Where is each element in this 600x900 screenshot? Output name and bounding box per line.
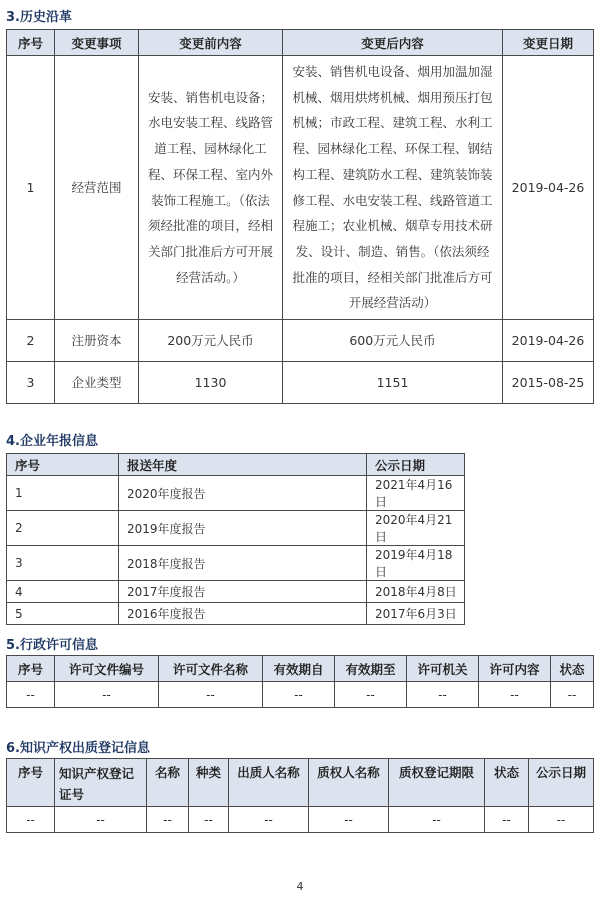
history-table — [6, 29, 594, 404]
history-row-after: 600万元人民币 — [283, 320, 503, 362]
license-header-status: 状态 — [551, 656, 594, 682]
annual-row — [7, 511, 465, 546]
ip-header-pledgor: 出质人名称 — [229, 759, 309, 807]
history-row-date: 2019-04-26 — [503, 320, 594, 362]
ip-pledge-table — [6, 758, 594, 833]
annual-header-year: 报送年度 — [119, 454, 367, 476]
history-row-before: 1130 — [139, 362, 283, 404]
text-line: 道工程、园林绿化工 — [154, 141, 267, 157]
text-line: 发、设计、制造、销售。（依法须经 — [295, 243, 490, 259]
ip-header-type: 种类 — [189, 759, 229, 807]
annual-header-no: 序号 — [7, 454, 119, 476]
ip-cell: -- — [485, 807, 529, 833]
history-header-date: 变更日期 — [503, 30, 594, 56]
text-line: 程施工；农业机械、烟草专用技术研 — [292, 218, 493, 234]
ip-header-cert-number: 知识产权登记证号 — [55, 759, 147, 807]
ip-header-date: 公示日期 — [529, 759, 594, 807]
history-header-after: 变更后内容 — [283, 30, 503, 56]
ip-cell: -- — [229, 807, 309, 833]
history-row-date: 2015-08-25 — [503, 362, 594, 404]
license-header-valid-to: 有效期至 — [335, 656, 407, 682]
text-line: 程、环保工程、室内外 — [147, 166, 273, 182]
annual-row-no: 3 — [7, 546, 119, 581]
annual-header-date: 公示日期 — [367, 454, 465, 476]
ip-cell: -- — [389, 807, 485, 833]
history-row-date: 2019-04-26 — [503, 56, 594, 320]
annual-section-title: 4.企业年报信息 — [6, 434, 98, 449]
license-cell: -- — [551, 682, 594, 708]
license-header-content: 许可内容 — [479, 656, 551, 682]
ip-cell: -- — [55, 807, 147, 833]
annual-row-year: 2017年度报告 — [119, 581, 367, 603]
annual-row-year: 2020年度报告 — [119, 476, 367, 511]
ip-cell: -- — [309, 807, 389, 833]
ip-section-title: 6.知识产权出质登记信息 — [6, 741, 150, 756]
license-header-authority: 许可机关 — [407, 656, 479, 682]
license-header-valid-from: 有效期自 — [263, 656, 335, 682]
annual-row — [7, 476, 465, 511]
ip-cell: -- — [147, 807, 189, 833]
annual-row — [7, 581, 465, 603]
history-row-no: 3 — [7, 362, 55, 404]
history-header-row — [7, 30, 594, 56]
history-row-after — [283, 56, 503, 320]
license-cell: -- — [7, 682, 55, 708]
license-header-doc-name: 许可文件名称 — [159, 656, 263, 682]
history-header-no: 序号 — [7, 30, 55, 56]
text-line: 关部门批准后方可开展 — [147, 243, 273, 259]
ip-header-no: 序号 — [7, 759, 55, 807]
text-line: 构工程、建筑防水工程、建筑装饰装 — [292, 166, 493, 182]
history-row-item: 企业类型 — [55, 362, 139, 404]
annual-report-table — [6, 453, 465, 625]
history-row — [7, 56, 594, 320]
history-row-item: 经营范围 — [55, 56, 139, 320]
license-cell: -- — [479, 682, 551, 708]
annual-header-row — [7, 454, 465, 476]
page-number: 4 — [296, 880, 304, 893]
ip-cell: -- — [529, 807, 594, 833]
text-line: 修工程、水电安装工程、线路管道工 — [292, 192, 493, 208]
text-line: 安装、销售机电设备； — [147, 89, 273, 105]
text-line: 机械、烟用烘烤机械、烟用预压打包 — [292, 89, 493, 105]
annual-row-year: 2019年度报告 — [119, 511, 367, 546]
history-row — [7, 320, 594, 362]
annual-row-date: 2021年4月16日 — [367, 476, 465, 511]
text-line: 安装、销售机电设备、烟用加温加湿 — [292, 63, 493, 79]
annual-row-year: 2018年度报告 — [119, 546, 367, 581]
license-header-row — [7, 656, 594, 682]
ip-header-row — [7, 759, 594, 807]
annual-row-no: 4 — [7, 581, 119, 603]
history-row — [7, 362, 594, 404]
license-cell: -- — [335, 682, 407, 708]
text-line: 批准的项目，经相关部门批准后方可 — [292, 269, 493, 285]
annual-row-year: 2016年度报告 — [119, 603, 367, 625]
history-row-no: 2 — [7, 320, 55, 362]
history-row-item: 注册资本 — [55, 320, 139, 362]
text-line: 机械；市政工程、建筑工程、水利工 — [292, 115, 493, 131]
license-section-title: 5.行政许可信息 — [6, 638, 98, 653]
history-row-before: 200万元人民币 — [139, 320, 283, 362]
ip-cell: -- — [7, 807, 55, 833]
license-cell: -- — [263, 682, 335, 708]
annual-row-date: 2020年4月21日 — [367, 511, 465, 546]
license-header-doc-number: 许可文件编号 — [55, 656, 159, 682]
text-line: 装饰工程施工。（依法 — [151, 192, 270, 208]
license-cell: -- — [159, 682, 263, 708]
text-line: 须经批准的项目，经相 — [147, 218, 273, 234]
annual-row-date: 2018年4月8日 — [367, 581, 465, 603]
ip-cell: -- — [189, 807, 229, 833]
history-header-before: 变更前内容 — [139, 30, 283, 56]
annual-row — [7, 546, 465, 581]
text-line: 开展经营活动） — [348, 295, 437, 311]
history-row-before — [139, 56, 283, 320]
license-row — [7, 682, 594, 708]
annual-row-date: 2019年4月18日 — [367, 546, 465, 581]
license-cell: -- — [407, 682, 479, 708]
annual-row-no: 1 — [7, 476, 119, 511]
annual-row-date: 2017年6月3日 — [367, 603, 465, 625]
ip-row — [7, 807, 594, 833]
annual-row-no: 2 — [7, 511, 119, 546]
history-section-title: 3.历史沿革 — [6, 10, 72, 25]
ip-header-period: 质权登记期限 — [389, 759, 485, 807]
history-row-no: 1 — [7, 56, 55, 320]
ip-header-status: 状态 — [485, 759, 529, 807]
ip-header-name: 名称 — [147, 759, 189, 807]
history-row-after: 1151 — [283, 362, 503, 404]
text-line: 程、园林绿化工程、环保工程、钢结 — [292, 141, 493, 157]
ip-header-pledgee: 质权人名称 — [309, 759, 389, 807]
license-table — [6, 655, 594, 708]
annual-row — [7, 603, 465, 625]
license-header-no: 序号 — [7, 656, 55, 682]
license-cell: -- — [55, 682, 159, 708]
text-line: 水电安装工程、线路管 — [147, 115, 273, 131]
text-line: 经营活动。） — [176, 269, 245, 285]
history-header-item: 变更事项 — [55, 30, 139, 56]
annual-row-no: 5 — [7, 603, 119, 625]
